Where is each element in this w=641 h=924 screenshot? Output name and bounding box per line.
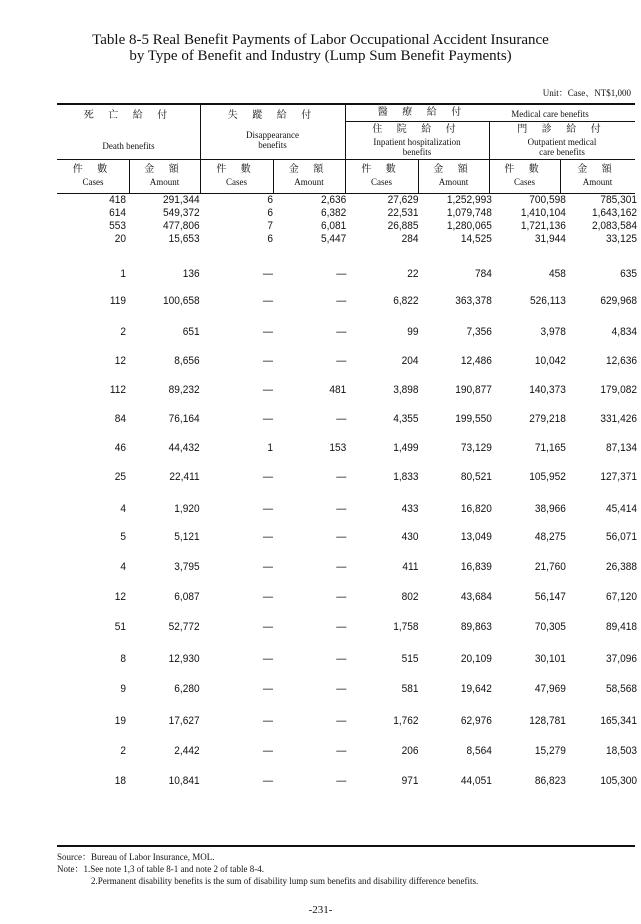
outpatient-header-en (489, 137, 635, 157)
table-cell: 112 (109, 384, 127, 396)
medical-header-en: Medical care benefits (511, 109, 589, 119)
table-cell: 12 (114, 591, 127, 603)
table-row (57, 715, 641, 745)
table-cell: 515 (401, 653, 419, 665)
table-cell: 47,969 (534, 683, 566, 695)
table-cell: 1,410,104 (520, 207, 566, 219)
outpatient-amount-header (560, 165, 635, 187)
amount-en-label: Amount (582, 177, 613, 187)
table-cell: 5,121 (174, 531, 200, 543)
table-row (57, 561, 641, 591)
table-cell: 6 (267, 194, 274, 206)
table-cell: 105,300 (600, 775, 638, 787)
source-note: Source：Bureau of Labor Insurance, MOL. (57, 852, 215, 862)
table-cell: 127,371 (600, 471, 638, 483)
table-cell: 291,344 (162, 194, 200, 206)
table-cell: 553 (109, 220, 127, 232)
table-cell: 136 (182, 268, 200, 280)
disappear-header-en-1: Disappearance (246, 130, 299, 140)
table-cell: 10,841 (168, 775, 200, 787)
table-cell: 140,373 (529, 384, 566, 396)
inpatient-header-cn: 住 院 給 付 (372, 124, 462, 135)
table-cell: 44,432 (168, 442, 200, 454)
top-rule (57, 103, 635, 105)
table-cell: 12 (114, 355, 127, 367)
table-cell: 80,521 (461, 471, 493, 483)
table-title (0, 32, 641, 64)
table-cell: 71,165 (534, 442, 566, 454)
table-cell: 2 (120, 326, 127, 338)
table-cell: 18,503 (606, 745, 638, 757)
table-cell: 15,653 (168, 233, 200, 245)
death-header-cn: 死 亡 給 付 (83, 110, 174, 121)
table-cell: 430 (401, 531, 419, 543)
table-cell: 62,976 (461, 715, 493, 727)
table-cell: 26,885 (387, 220, 419, 232)
table-cell: — (263, 503, 274, 515)
table-cell: 84 (114, 413, 127, 425)
table-cell: 2,083,584 (592, 220, 638, 232)
table-cell: — (336, 471, 347, 483)
table-row (57, 531, 641, 561)
table-cell: — (263, 295, 274, 307)
table-cell: 1 (267, 442, 274, 454)
table-row (57, 268, 641, 295)
table-cell: 99 (407, 326, 419, 338)
table-cell: 12,486 (461, 355, 493, 367)
table-cell: 1,833 (393, 471, 419, 483)
table-cell: 12,930 (168, 653, 200, 665)
table-cell: 89,863 (461, 621, 493, 633)
table-cell: 16,820 (461, 503, 493, 515)
table-cell: 1,758 (393, 621, 419, 633)
table-cell: 45,414 (606, 503, 638, 515)
table-cell: — (336, 561, 347, 573)
inpatient-header-en-2: benefits (402, 147, 432, 157)
cases-cn-label: 件 數 (361, 164, 402, 175)
table-cell: — (263, 413, 274, 425)
table-cell: 27,629 (387, 194, 419, 206)
table-cell: 58,568 (606, 683, 638, 695)
table-cell: 5 (120, 531, 127, 543)
table-cell: 1,920 (174, 503, 200, 515)
table-cell: 22,411 (169, 471, 200, 483)
table-cell: 204 (401, 355, 419, 367)
table-row (57, 207, 641, 220)
table-cell: 26,388 (606, 561, 638, 573)
title-line-2: by Type of Benefit and Industry (Lump Sum Benefit Payments) (129, 48, 512, 64)
note-1: Note：1.See note 1,3 of table 8-1 and note 2 of table 8-4. (57, 864, 264, 874)
table-cell: 1,499 (393, 442, 419, 454)
amount-cn-label: 金 額 (577, 164, 618, 175)
table-cell: 785,301 (600, 194, 638, 206)
inpatient-cases-header (345, 165, 418, 187)
table-cell: 73,129 (461, 442, 493, 454)
table-cell: 119 (109, 295, 127, 307)
table-cell: 1,252,993 (447, 194, 493, 206)
table-cell: — (263, 715, 274, 727)
table-cell: 7 (267, 220, 274, 232)
disappear-cases-header (200, 165, 273, 187)
table-cell: — (336, 268, 347, 280)
disappear-header-cn: 失 蹤 給 付 (227, 110, 318, 121)
amount-en-label: Amount (438, 177, 469, 187)
outpatient-header-cn: 門 診 給 付 (517, 124, 607, 135)
amount-cn-label: 金 額 (433, 164, 474, 175)
table-cell: — (263, 355, 274, 367)
disappear-header-en-2: benefits (258, 140, 287, 150)
note-2: 2.Permanent disability benefits is the sum of disability lump sum benefits and disability difference benefits. (91, 876, 479, 886)
table-cell: 17,627 (168, 715, 200, 727)
table-cell: 6,382 (320, 207, 347, 219)
inpatient-amount-header (418, 165, 489, 187)
table-row (57, 326, 641, 355)
table-row (57, 591, 641, 621)
table-cell: 33,125 (606, 233, 638, 245)
table-cell: 477,806 (162, 220, 200, 232)
table-cell: 31,944 (534, 233, 566, 245)
table-cell: — (263, 471, 274, 483)
table-cell: 2 (120, 745, 127, 757)
table-cell: — (263, 531, 274, 543)
table-cell: 549,372 (162, 207, 200, 219)
data-table (57, 194, 641, 805)
table-row (57, 295, 641, 326)
table-cell: — (263, 745, 274, 757)
table-cell: 2,442 (174, 745, 200, 757)
table-cell: — (263, 384, 274, 396)
table-row (57, 233, 641, 268)
title-line-1: Table 8-5 Real Benefit Payments of Labor Occupational Accident Insurance (92, 32, 549, 48)
table-cell: — (263, 621, 274, 633)
table-cell: 46 (114, 442, 127, 454)
table-cell: 105,952 (529, 471, 566, 483)
table-cell: — (336, 745, 347, 757)
table-cell: 6 (267, 233, 274, 245)
table-cell: 44,051 (461, 775, 493, 787)
unit-label: Unit：Case、NT$1,000 (542, 88, 631, 98)
cases-cn-label: 件 數 (216, 164, 257, 175)
table-cell: 1 (120, 268, 127, 280)
table-cell: 100,658 (162, 295, 200, 307)
table-cell: 614 (109, 207, 127, 219)
table-cell: 165,341 (600, 715, 638, 727)
disappear-header-en (200, 130, 345, 150)
table-cell: 4 (120, 503, 127, 515)
outpatient-header-en-2: care benefits (539, 147, 585, 157)
table-row (57, 355, 641, 384)
amount-en-label: Amount (294, 177, 324, 187)
table-cell: — (263, 326, 274, 338)
table-cell: 19 (114, 715, 127, 727)
cases-en-label: Cases (514, 177, 535, 187)
table-cell: 8 (120, 653, 127, 665)
table-cell: 3,795 (174, 561, 200, 573)
table-row (57, 413, 641, 442)
table-cell: 12,636 (606, 355, 638, 367)
table-cell: 581 (401, 683, 419, 695)
table-cell: 3,898 (393, 384, 419, 396)
cases-en-label: Cases (371, 177, 392, 187)
table-row (57, 503, 641, 531)
table-cell: 1,079,748 (447, 207, 493, 219)
table-cell: — (336, 591, 347, 603)
table-cell: 48,275 (534, 531, 566, 543)
table-cell: — (336, 326, 347, 338)
table-cell: — (336, 531, 347, 543)
table-cell: — (336, 503, 347, 515)
table-cell: 56,147 (534, 591, 566, 603)
table-cell: 21,760 (534, 561, 566, 573)
table-cell: 43,684 (461, 591, 493, 603)
table-cell: 38,966 (534, 503, 566, 515)
table-cell: — (263, 591, 274, 603)
table-cell: 4 (120, 561, 127, 573)
table-row (57, 194, 641, 207)
table-cell: 22 (407, 268, 419, 280)
table-cell: 700,598 (529, 194, 566, 206)
table-cell: 25 (114, 471, 127, 483)
table-cell: 16,839 (461, 561, 493, 573)
table-cell: 70,305 (534, 621, 566, 633)
death-header-en: Death benefits (102, 141, 155, 151)
table-cell: 37,096 (606, 653, 638, 665)
table-cell: 481 (329, 384, 347, 396)
table-cell: 30,101 (534, 653, 566, 665)
table-cell: 411 (402, 561, 419, 573)
data-table-body (57, 194, 641, 805)
table-cell: 206 (401, 745, 419, 757)
table-cell: 89,232 (168, 384, 200, 396)
medical-sub-rule (345, 121, 635, 122)
table-cell: 1,643,162 (592, 207, 638, 219)
amount-cn-label: 金 額 (288, 164, 330, 175)
table-cell: 635 (620, 268, 638, 280)
table-cell: 6,280 (174, 683, 200, 695)
table-cell: 4,355 (393, 413, 419, 425)
amount-en-label: Amount (149, 177, 180, 187)
header-mid-rule (57, 159, 635, 160)
table-cell: 6,081 (320, 220, 347, 232)
table-cell: 14,525 (461, 233, 493, 245)
inpatient-header-en-1: Inpatient hospitalization (373, 137, 461, 147)
table-row (57, 621, 641, 653)
death-cases-header (57, 165, 129, 187)
table-cell: — (336, 413, 347, 425)
table-cell: 279,218 (529, 413, 566, 425)
table-cell: 153 (329, 442, 347, 454)
table-cell: 784 (475, 268, 493, 280)
table-cell: 1,762 (393, 715, 419, 727)
table-cell: 87,134 (606, 442, 638, 454)
table-cell: 22,531 (387, 207, 419, 219)
table-cell: 18 (114, 775, 127, 787)
death-amount-header (129, 165, 200, 187)
table-cell: 179,082 (600, 384, 638, 396)
table-cell: 6 (267, 207, 274, 219)
table-cell: 52,772 (168, 621, 200, 633)
table-cell: 10,042 (534, 355, 566, 367)
table-cell: — (263, 268, 274, 280)
table-cell: — (336, 653, 347, 665)
table-cell: 6,822 (393, 295, 419, 307)
table-cell: 3,978 (540, 326, 566, 338)
table-cell: 971 (401, 775, 419, 787)
table-cell: — (263, 561, 274, 573)
table-cell: 199,550 (455, 413, 493, 425)
table-row (57, 653, 641, 683)
table-cell: 128,781 (529, 715, 566, 727)
table-cell: 433 (401, 503, 419, 515)
table-cell: 6,087 (174, 591, 200, 603)
table-cell: — (336, 775, 347, 787)
table-row (57, 471, 641, 503)
table-cell: — (336, 295, 347, 307)
disappear-amount-header (273, 165, 345, 187)
table-cell: 8,656 (174, 355, 200, 367)
table-cell: 651 (182, 326, 200, 338)
table-row (57, 683, 641, 715)
table-cell: 802 (401, 591, 419, 603)
table-cell: 1,721,136 (520, 220, 566, 232)
table-cell: 418 (109, 194, 127, 206)
table-cell: 331,426 (600, 413, 638, 425)
table-cell: 19,642 (461, 683, 493, 695)
table-cell: 5,447 (320, 233, 347, 245)
outpatient-header-en-1: Outpatient medical (527, 137, 597, 147)
table-cell: 13,049 (461, 531, 493, 543)
table-cell: 20,109 (461, 653, 493, 665)
table-row (57, 384, 641, 413)
table-cell: — (336, 683, 347, 695)
table-cell: 2,636 (320, 194, 347, 206)
cases-cn-label: 件 數 (504, 164, 545, 175)
table-cell: 15,279 (534, 745, 566, 757)
table-cell: 526,113 (529, 295, 566, 307)
table-cell: 190,877 (455, 384, 493, 396)
page-number: -231- (308, 904, 333, 916)
outpatient-cases-header (489, 165, 560, 187)
cases-en-label: Cases (226, 177, 247, 187)
table-cell: 8,564 (466, 745, 493, 757)
table-cell: — (336, 715, 347, 727)
table-cell: 9 (120, 683, 127, 695)
amount-cn-label: 金 額 (144, 164, 185, 175)
medical-header-cn: 醫 療 給 付 (377, 107, 468, 118)
cases-cn-label: 件 數 (72, 164, 114, 175)
table-cell: 1,280,065 (447, 220, 493, 232)
table-cell: — (336, 355, 347, 367)
table-cell: 629,968 (600, 295, 638, 307)
table-cell: 51 (114, 621, 127, 633)
table-cell: 363,378 (455, 295, 493, 307)
table-cell: — (263, 653, 274, 665)
table-cell: 89,418 (606, 621, 638, 633)
notes (57, 851, 478, 887)
table-cell: 7,356 (466, 326, 493, 338)
table-cell: 56,071 (606, 531, 638, 543)
inpatient-header-en (345, 137, 489, 157)
table-cell: — (263, 775, 274, 787)
table-cell: 284 (401, 233, 419, 245)
table-cell: 76,164 (168, 413, 200, 425)
table-row (57, 745, 641, 775)
table-row (57, 442, 641, 471)
bottom-rule (57, 845, 635, 847)
table-row (57, 220, 641, 233)
table-row (57, 775, 641, 805)
table-cell: 67,120 (606, 591, 638, 603)
table-cell: 458 (548, 268, 566, 280)
table-cell: 86,823 (534, 775, 566, 787)
cases-en-label: Cases (82, 177, 104, 187)
table-cell: 20 (114, 233, 127, 245)
table-cell: — (336, 621, 347, 633)
table-cell: — (263, 683, 274, 695)
table-cell: 4,834 (611, 326, 638, 338)
